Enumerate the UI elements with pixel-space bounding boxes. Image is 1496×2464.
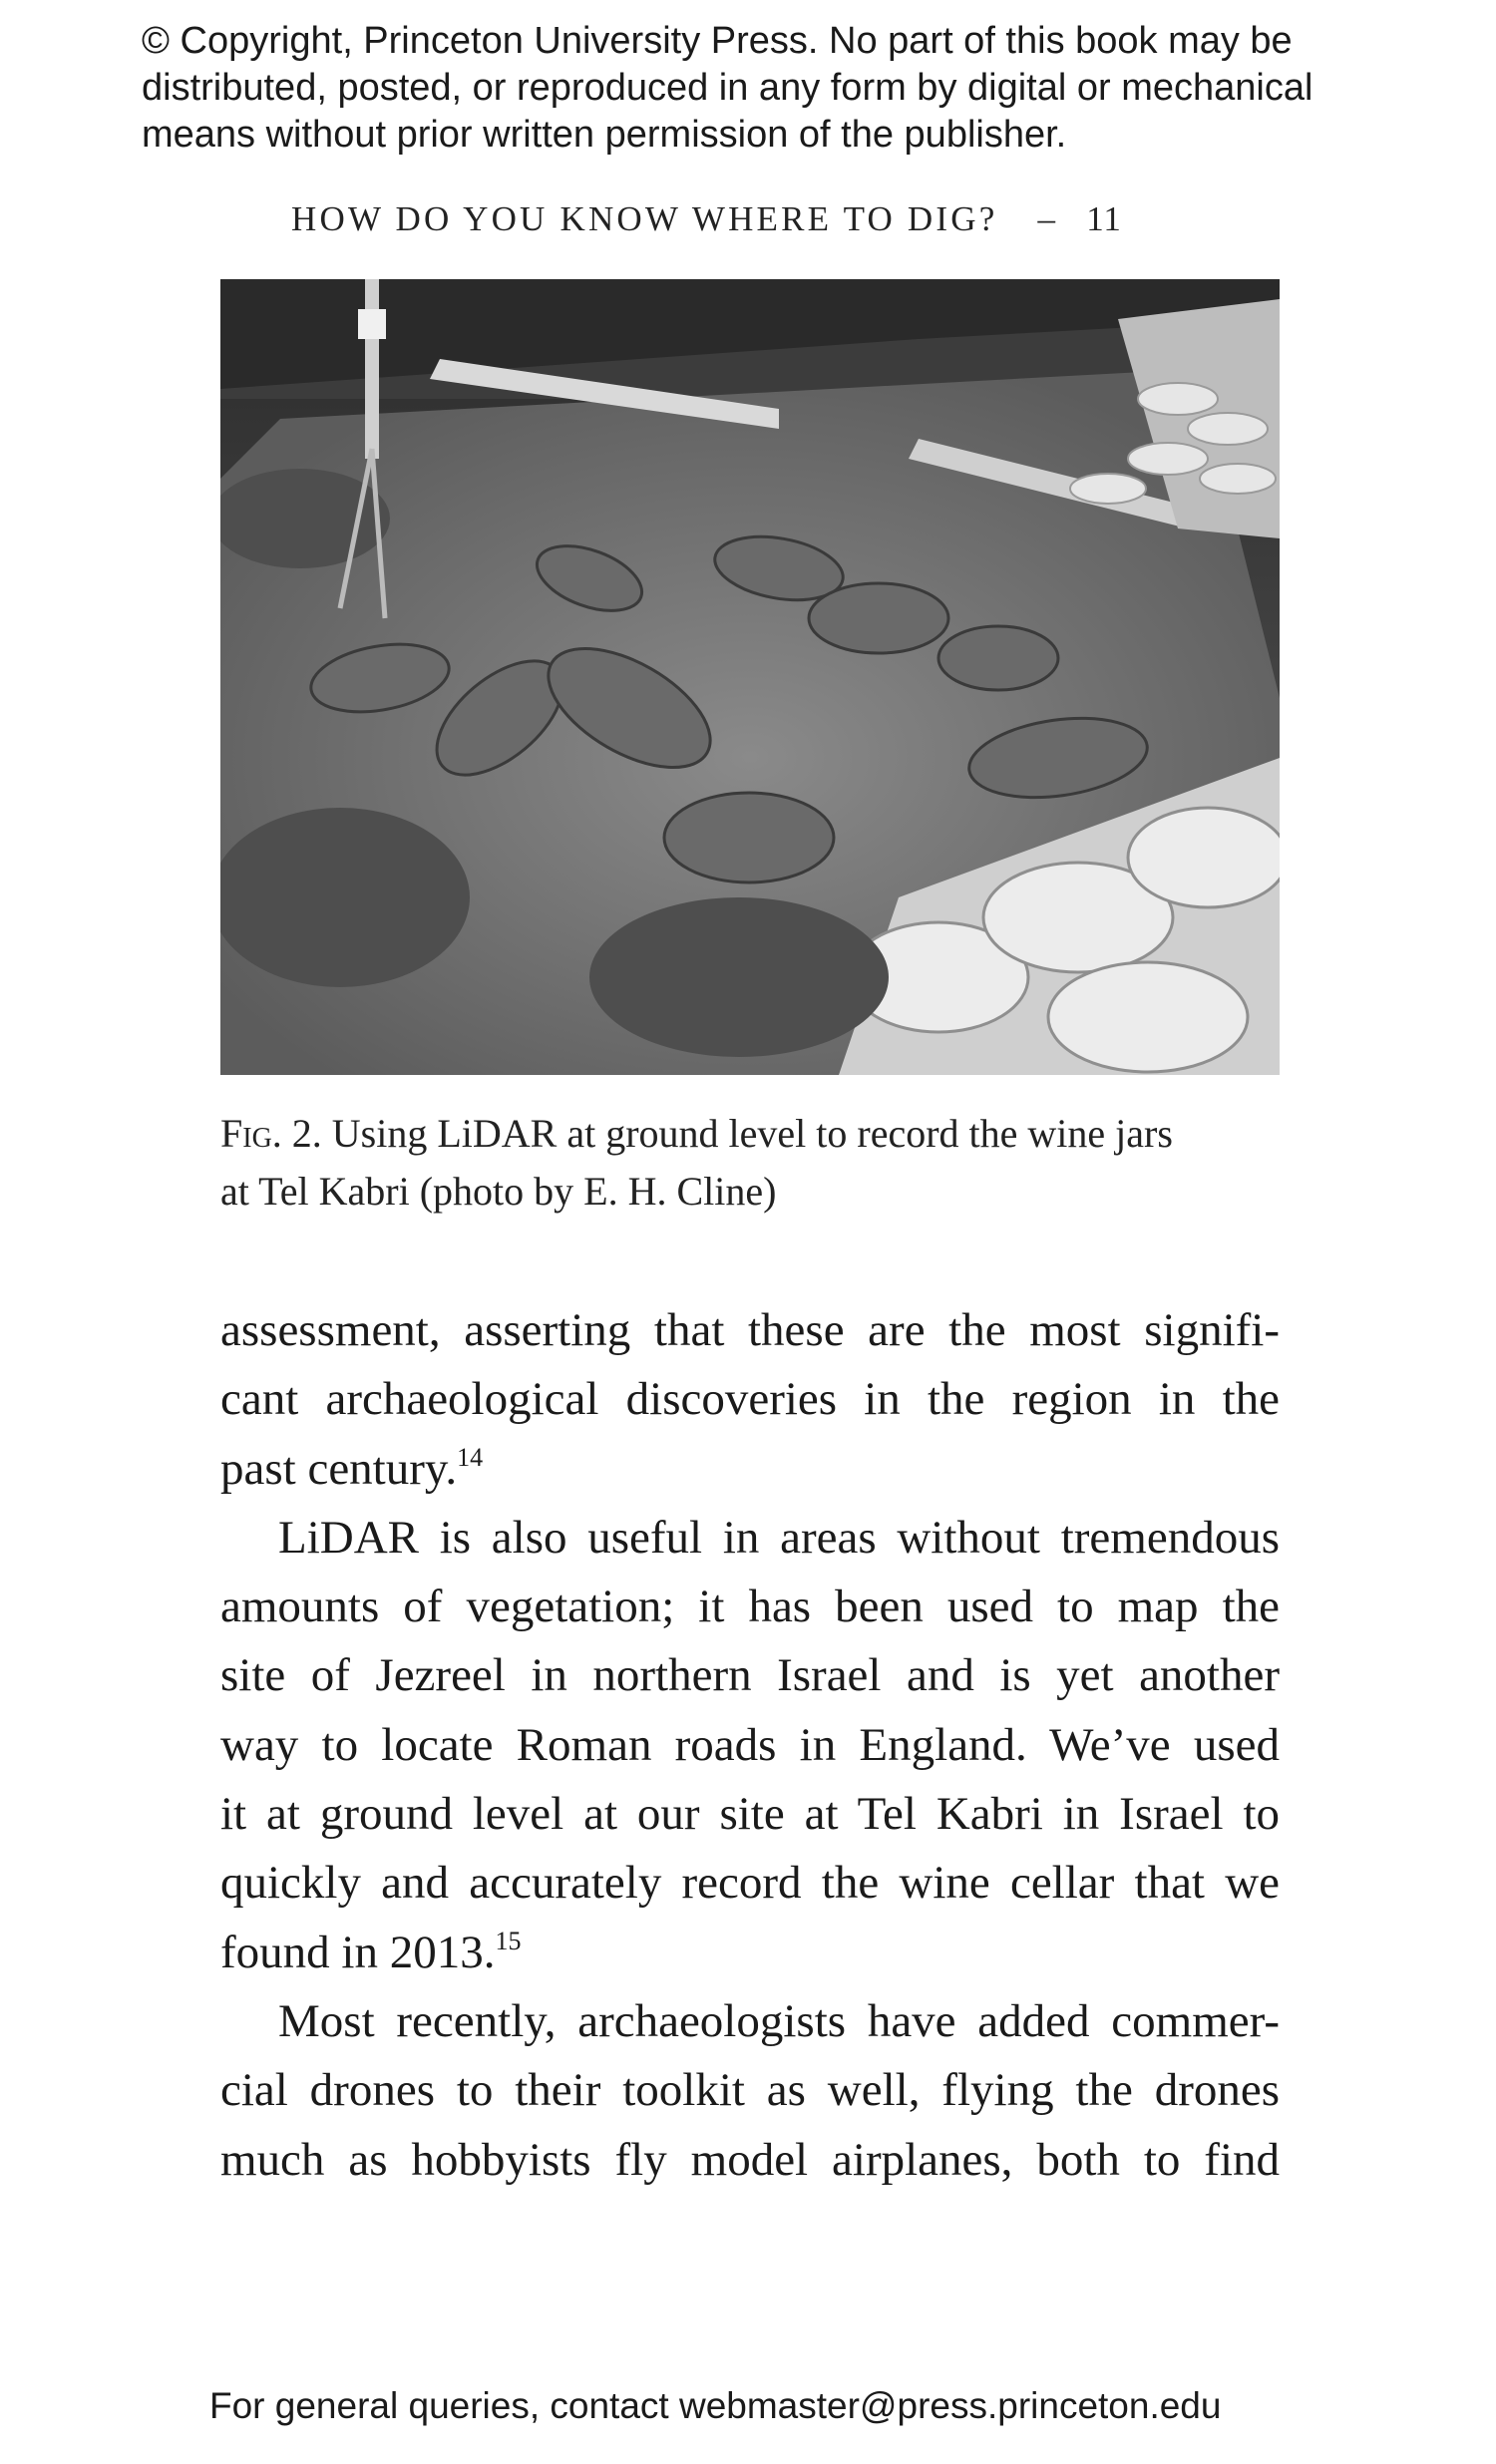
body-text bbox=[220, 1296, 1280, 2195]
text-line: it at ground level at our site at Tel Kabri in Israel to bbox=[220, 1788, 1280, 1841]
text-line bbox=[220, 1919, 1280, 1987]
text-line: amounts of vegetation; it has been used to map the bbox=[220, 1581, 1280, 1633]
footer-contact: For general queries, contact webmaster@press.princeton.edu bbox=[209, 2385, 1222, 2426]
text-line: quickly and accurately record the wine cellar that we bbox=[220, 1857, 1280, 1910]
copyright-line: © Copyright, Princeton University Press. No part of this book may be bbox=[142, 20, 1293, 62]
endnote-marker: 15 bbox=[495, 1926, 522, 1955]
running-head-title: HOW DO YOU KNOW WHERE TO DIG? bbox=[291, 199, 998, 238]
copyright-line: means without prior written permission of the publisher. bbox=[142, 114, 1067, 156]
text-line: LiDAR is also useful in areas without tremendous bbox=[278, 1511, 1280, 1564]
text-fragment: found in 2013. bbox=[220, 1926, 496, 1978]
text-line: much as hobbyists fly model airplanes, both to find bbox=[220, 2133, 1280, 2186]
figure-caption bbox=[220, 1105, 1280, 1221]
text-line: cant archaeological discoveries in the region in the bbox=[220, 1373, 1280, 1426]
figure-label: Fig. 2. bbox=[220, 1111, 322, 1156]
text-line: site of Jezreel in northern Israel and is yet another bbox=[220, 1649, 1280, 1702]
text-line: Most recently, archaeologists have added commer- bbox=[278, 1994, 1280, 2047]
endnote-marker: 14 bbox=[457, 1442, 484, 1472]
text-line: assessment, asserting that these are the most signifi- bbox=[220, 1304, 1280, 1356]
copyright-line: distributed, posted, or reproduced in any form by digital or mechanical bbox=[142, 67, 1313, 109]
text-line bbox=[220, 1435, 1280, 1504]
caption-text: Using LiDAR at ground level to record the wine jars bbox=[331, 1111, 1173, 1156]
running-head-separator: – bbox=[1037, 199, 1059, 238]
text-line: way to locate Roman roads in England. We’ve used bbox=[220, 1718, 1280, 1771]
page-number: 11 bbox=[1086, 199, 1122, 238]
excavation-photo bbox=[220, 279, 1280, 1075]
text-fragment: past century. bbox=[220, 1442, 458, 1495]
copyright-notice bbox=[142, 18, 1438, 159]
caption-text: at Tel Kabri (photo by E. H. Cline) bbox=[220, 1169, 777, 1214]
text-line: cial drones to their toolkit as well, flying the drones bbox=[220, 2064, 1280, 2117]
running-head bbox=[291, 199, 1229, 239]
